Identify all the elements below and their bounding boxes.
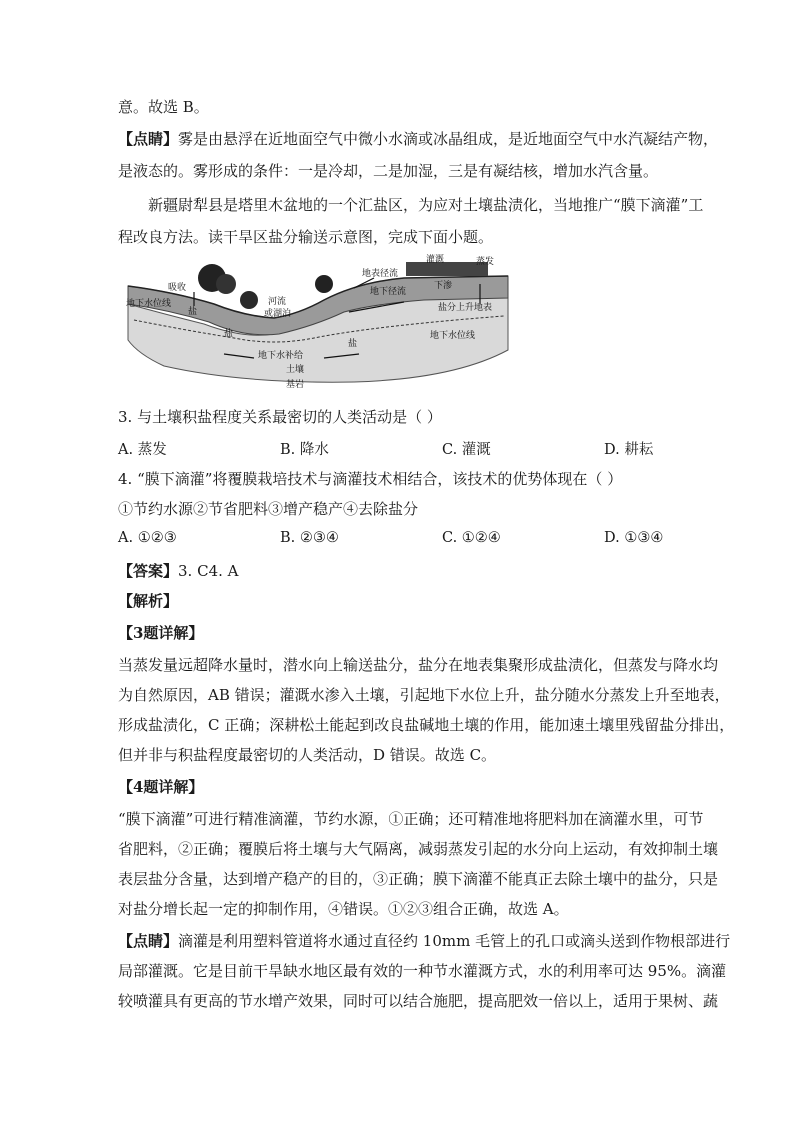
- tree-icon: [315, 275, 333, 293]
- q4-option-b: B. ②③④: [280, 530, 339, 546]
- answer-value: 3. C4. A: [178, 562, 239, 580]
- tree-icon: [240, 291, 258, 309]
- q4-option-c: C. ①②④: [442, 530, 501, 546]
- question-4-stem: 4. “膜下滴灌”将覆膜栽培技术与滴灌技术相结合，该技术的优势体现在（ ）: [118, 470, 623, 488]
- dianjing-tag: 【点睛】: [118, 130, 179, 148]
- paragraph-line: 滴灌是利用塑料管道将水通过直径约 10mm 毛管上的孔口或滴头送到作物根部进行: [178, 932, 731, 950]
- dianjing-paragraph-2: [118, 930, 730, 952]
- label-soil: 土壤: [286, 365, 305, 375]
- label-salt-rise: 盐分上升地表: [438, 303, 493, 313]
- paragraph-line: 但并非与积盐程度最密切的人类活动，D 错误。故选 C。: [118, 746, 497, 764]
- answer-line: [118, 560, 238, 582]
- label-surface-runoff: 地表径流: [362, 269, 399, 279]
- label-river-lake: 河流: [268, 297, 287, 307]
- q4-option-a: A. ①②③: [118, 530, 177, 546]
- label-groundwater-recharge: 地下水补给: [258, 351, 304, 361]
- paragraph-line: 局部灌溉。它是目前干旱缺水地区最有效的一种节水灌溉方式，水的利用率可达 95%。滴灌: [118, 962, 727, 980]
- label-salt: 盐: [188, 307, 198, 317]
- tree-icon: [216, 274, 236, 294]
- paragraph-line: 意。故选 B。: [118, 98, 209, 116]
- question-3-stem: 3. 与土壤积盐程度关系最密切的人类活动是（ ）: [118, 408, 442, 426]
- label-irrigation: 灌溉: [426, 255, 445, 265]
- dianjing-tag: 【点睛】: [118, 932, 179, 950]
- analysis-tag: 【解析】: [118, 592, 179, 610]
- q3-option-a: A. 蒸发: [118, 442, 167, 458]
- paragraph-line: 省肥料，②正确；覆膜后将土壤与大气隔离，减弱蒸发引起的水分向上运动，有效抑制土壤: [118, 840, 719, 858]
- label-bedrock: 基岩: [286, 380, 305, 390]
- diagram-svg: [124, 254, 512, 394]
- dianjing-paragraph-1: [118, 128, 718, 150]
- q4-option-d: D. ①③④: [604, 530, 664, 546]
- answer-tag: 【答案】: [118, 562, 179, 580]
- paragraph-line: 为自然原因，AB 错误；灌溉水渗入土壤，引起地下水位上升，盐分随水分蒸发上升至地表，: [118, 686, 730, 704]
- label-salt: 盐: [224, 329, 234, 339]
- question-4-items: ①节约水源②节省肥料③增产稳产④去除盐分: [118, 500, 419, 518]
- paragraph-line: 当蒸发量远超降水量时，潜水向上输送盐分，盐分在地表集聚形成盐渍化，但蒸发与降水均: [118, 656, 719, 674]
- q3-detail-tag: 【3题详解】: [118, 624, 204, 642]
- paragraph-line: 程改良方法。读干旱区盐分输送示意图，完成下面小题。: [118, 228, 494, 246]
- paragraph-line: 是液态的。雾形成的条件：一是冷却，二是加湿，三是有凝结核，增加水汽含量。: [118, 162, 659, 180]
- paragraph-line: 雾是由悬浮在近地面空气中微小水滴或冰晶组成，是近地面空气中水汽凝结产物，: [178, 130, 719, 148]
- paragraph-line: 形成盐渍化，C 正确；深耕松土能起到改良盐碱地土壤的作用，能加速土壤里残留盐分排出，: [118, 716, 735, 734]
- salt-transport-diagram: [124, 254, 512, 394]
- q3-option-b: B. 降水: [280, 442, 329, 458]
- label-groundwater-level: 地下水位线: [126, 299, 172, 309]
- q3-option-c: C. 灌溉: [442, 442, 491, 458]
- q3-option-d: D. 耕耘: [604, 442, 654, 458]
- paragraph-line: 表层盐分含量，达到增产稳产的目的，③正确；膜下滴灌不能真正去除土壤中的盐分，只是: [118, 870, 719, 888]
- paragraph-line: 对盐分增长起一定的抑制作用，④错误。①②③组合正确，故选 A。: [118, 900, 569, 918]
- label-groundwater-level: 地下水位线: [430, 331, 476, 341]
- paragraph-line: “膜下滴灌”可进行精准滴灌，节约水源，①正确；还可精准地将肥料加在滴灌水里，可节: [118, 810, 704, 828]
- label-evaporation: 蒸发: [476, 257, 495, 267]
- q4-detail-tag: 【4题详解】: [118, 778, 204, 796]
- label-underground-runoff: 地下径流: [370, 287, 407, 297]
- label-river-lake: 或湖泊: [264, 309, 292, 319]
- label-absorb: 吸收: [168, 283, 187, 293]
- paragraph-line: 新疆尉犁县是塔里木盆地的一个汇盐区，为应对土壤盐渍化，当地推广“膜下滴灌”工: [148, 196, 704, 214]
- paragraph-line: 较喷灌具有更高的节水增产效果，同时可以结合施肥，提高肥效一倍以上，适用于果树、蔬: [118, 992, 719, 1010]
- label-salt: 盐: [348, 339, 358, 349]
- label-infiltration: 下渗: [434, 281, 453, 291]
